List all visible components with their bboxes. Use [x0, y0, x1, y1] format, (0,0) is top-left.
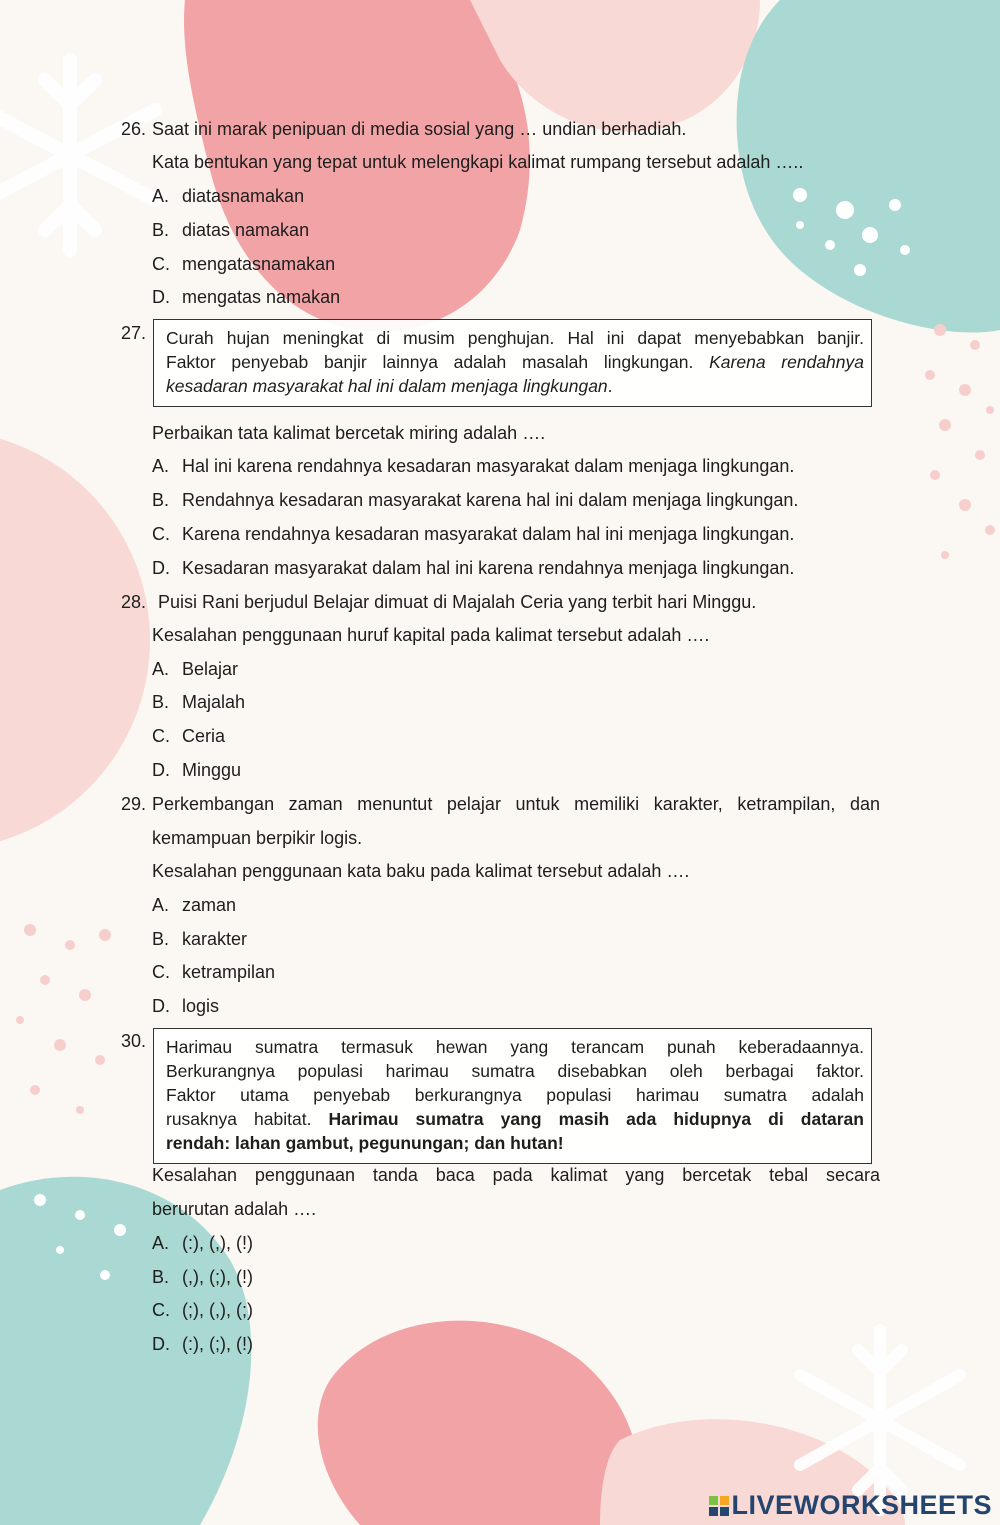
question-28-option-c[interactable] — [152, 725, 225, 747]
option-letter: D. — [152, 287, 170, 307]
question-30-option-c[interactable] — [152, 1299, 253, 1321]
option-letter: B. — [152, 490, 170, 510]
option-letter: D. — [152, 1334, 170, 1354]
option-letter: D. — [152, 996, 170, 1016]
passage-line: Curah hujan meningkat di musim penghujan. Hal ini dapat menyebabkan banjir. — [166, 328, 864, 348]
question-29-prompt: Kesalahan penggunaan kata baku pada kalimat tersebut adalah …. — [152, 861, 690, 881]
option-letter: A. — [152, 1233, 170, 1253]
option-text: (;), (,), (;) — [182, 1300, 253, 1320]
question-29-option-b[interactable] — [152, 928, 247, 950]
option-text: karakter — [182, 929, 248, 949]
option-letter: C. — [152, 962, 170, 982]
question-26-option-c[interactable] — [152, 253, 335, 275]
passage-line — [166, 350, 864, 374]
option-letter: A. — [152, 456, 170, 476]
option-text: diatas namakan — [182, 220, 310, 240]
passage-line: Berkurangnya populasi harimau sumatra disebabkan oleh berbagai faktor. — [166, 1061, 864, 1081]
question-27-prompt: Perbaikan tata kalimat bercetak miring adalah …. — [152, 423, 546, 443]
option-text: mengatasnamakan — [182, 254, 336, 274]
liveworksheets-icon — [709, 1496, 729, 1516]
passage-text: rusaknya habitat. — [166, 1109, 312, 1129]
question-30-prompt-line1: Kesalahan penggunaan tanda baca pada kalimat yang bercetak tebal secara — [152, 1165, 880, 1185]
question-30-number: 30. — [121, 1031, 147, 1051]
question-29-option-c[interactable] — [152, 961, 275, 983]
question-26-option-a[interactable] — [152, 185, 304, 207]
liveworksheets-text: LIVEWORKSHEETS — [731, 1490, 992, 1520]
option-letter: A. — [152, 186, 170, 206]
option-letter: B. — [152, 1267, 170, 1287]
question-26-text: Saat ini marak penipuan di media sosial yang … undian berhadiah. — [152, 119, 687, 139]
passage-line: Faktor utama penyebab berkurangnya populasi harimau sumatra adalah — [166, 1085, 864, 1105]
option-text: Kesadaran masyarakat dalam hal ini karena rendahnya menjaga lingkungan. — [182, 558, 795, 578]
question-28-option-d[interactable] — [152, 759, 241, 781]
question-30-prompt-line2: berurutan adalah …. — [152, 1199, 317, 1219]
question-29-number: 29. — [121, 794, 147, 814]
passage-italic-text: kesadaran masyarakat hal ini dalam menjaga lingkungan — [166, 376, 608, 396]
passage-text: . — [607, 376, 613, 396]
option-text: Belajar — [182, 659, 239, 679]
option-letter: C. — [152, 254, 170, 274]
option-letter: B. — [152, 692, 170, 712]
option-letter: D. — [152, 558, 170, 578]
question-28-option-a[interactable] — [152, 658, 238, 680]
question-30-passage-box — [153, 1028, 872, 1164]
question-26-number: 26. — [121, 119, 147, 139]
question-30-option-a[interactable] — [152, 1232, 253, 1254]
option-text: logis — [182, 996, 220, 1016]
question-27-passage-box — [153, 319, 872, 407]
question-28-number: 28. — [121, 592, 147, 612]
passage-text: Faktor penyebab banjir lainnya adalah masalah lingkungan. — [166, 352, 694, 372]
option-letter: C. — [152, 726, 170, 746]
passage-line — [166, 374, 864, 398]
question-27-option-c[interactable] — [152, 523, 794, 545]
option-text: mengatas namakan — [182, 287, 341, 307]
option-text: ketrampilan — [182, 962, 276, 982]
question-28-prompt: Kesalahan penggunaan huruf kapital pada kalimat tersebut adalah …. — [152, 625, 710, 645]
question-26-option-d[interactable] — [152, 286, 340, 308]
question-26-prompt: Kata bentukan yang tepat untuk melengkapi kalimat rumpang tersebut adalah ….. — [152, 152, 804, 172]
passage-bold-text: rendah: lahan gambut, pegunungan; dan hutan! — [166, 1133, 564, 1153]
option-text: diatasnamakan — [182, 186, 305, 206]
question-28-text: Puisi Rani berjudul Belajar dimuat di Majalah Ceria yang terbit hari Minggu. — [158, 592, 757, 612]
passage-italic-text: Karena rendahnya — [709, 352, 864, 372]
question-26-option-b[interactable] — [152, 219, 309, 241]
liveworksheets-logo[interactable] — [709, 1490, 992, 1521]
option-text: Ceria — [182, 726, 226, 746]
option-letter: C. — [152, 1300, 170, 1320]
question-28-option-b[interactable] — [152, 691, 245, 713]
option-text: (:), (,), (!) — [182, 1233, 253, 1253]
option-text: Majalah — [182, 692, 246, 712]
option-text: Minggu — [182, 760, 242, 780]
passage-line: Harimau sumatra termasuk hewan yang terancam punah keberadaannya. — [166, 1037, 864, 1057]
option-text: Rendahnya kesadaran masyarakat karena hal ini dalam menjaga lingkungan. — [182, 490, 799, 510]
option-letter: B. — [152, 220, 170, 240]
passage-line — [166, 1131, 864, 1155]
option-letter: B. — [152, 929, 170, 949]
passage-bold-text: Harimau sumatra yang masih ada hidupnya di dataran — [328, 1109, 864, 1129]
option-text: Hal ini karena rendahnya kesadaran masyarakat dalam menjaga lingkungan. — [182, 456, 795, 476]
option-letter: D. — [152, 760, 170, 780]
question-29-option-a[interactable] — [152, 894, 236, 916]
passage-line — [166, 1107, 864, 1131]
question-30-option-b[interactable] — [152, 1266, 253, 1288]
question-29-text-line1: Perkembangan zaman menuntut pelajar untuk memiliki karakter, ketrampilan, dan — [152, 794, 880, 814]
question-27-option-b[interactable] — [152, 489, 798, 511]
question-29-text-line2: kemampuan berpikir logis. — [152, 828, 363, 848]
option-text: zaman — [182, 895, 237, 915]
question-30-option-d[interactable] — [152, 1333, 253, 1355]
option-text: Karena rendahnya kesadaran masyarakat dalam hal ini menjaga lingkungan. — [182, 524, 795, 544]
question-29-option-d[interactable] — [152, 995, 219, 1017]
option-letter: A. — [152, 659, 170, 679]
option-text: (:), (;), (!) — [182, 1334, 253, 1354]
question-27-option-d[interactable] — [152, 557, 794, 579]
question-27-number: 27. — [121, 323, 147, 343]
question-27-option-a[interactable] — [152, 455, 794, 477]
option-text: (,), (;), (!) — [182, 1267, 253, 1287]
option-letter: C. — [152, 524, 170, 544]
option-letter: A. — [152, 895, 170, 915]
